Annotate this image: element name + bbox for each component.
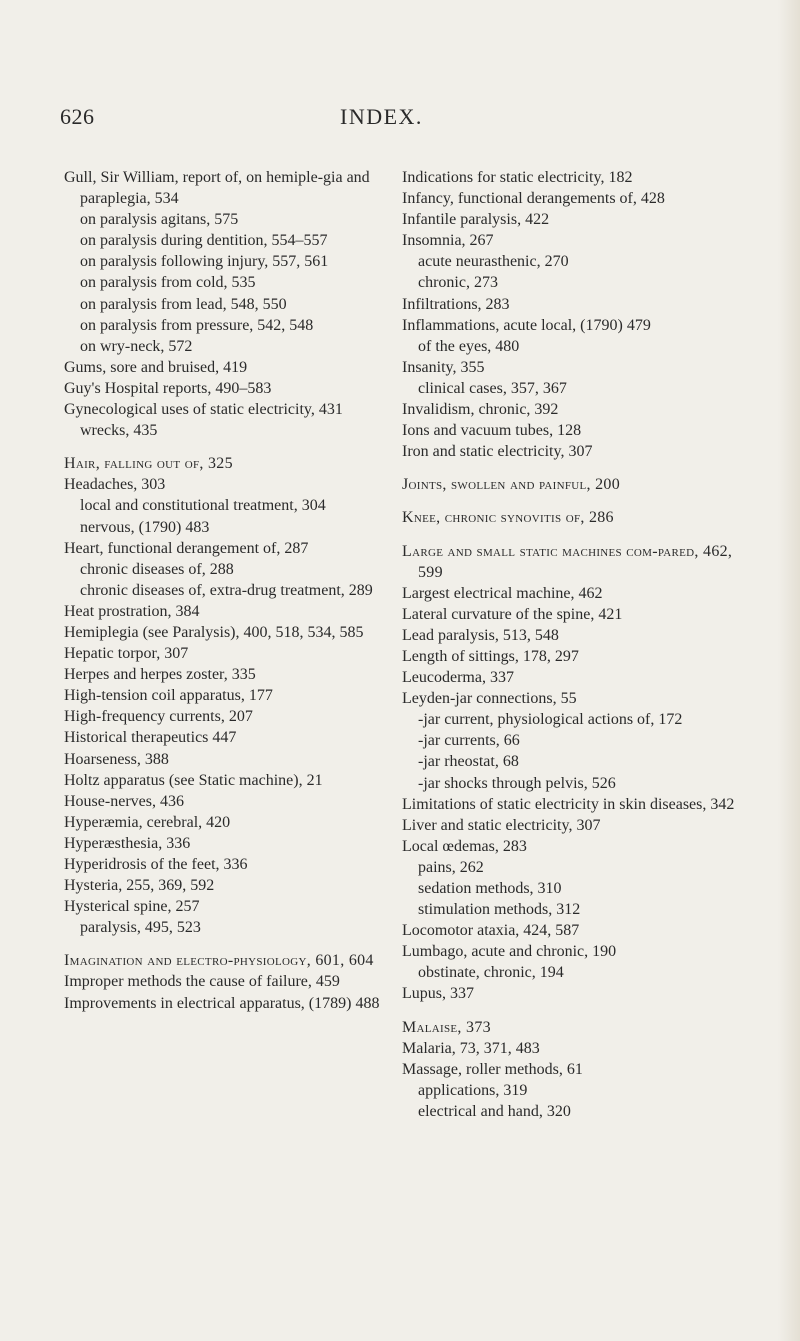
index-entry: Holtz apparatus (see Static machine), 21 (64, 771, 323, 789)
index-entry: Hyperidrosis of the feet, 336 (64, 856, 248, 873)
index-entry: Lumbago, acute and chronic, 190 (402, 943, 617, 961)
index-entry: chronic diseases of, 288 (80, 560, 234, 578)
page-edge-shadow (778, 0, 800, 1341)
index-entry: Herpes and herpes zoster, 335 (64, 666, 256, 684)
index-entry: Inflammations, acute local, (1790) 479 (402, 316, 651, 334)
index-entry: Hepatic torpor, 307 (64, 645, 189, 663)
index-entry: Infantile paralysis, 422 (402, 211, 550, 229)
index-entry: -jar current, physiological actions of, 172 (418, 711, 683, 729)
index-entry: Leucoderma, 337 (402, 669, 514, 687)
index-entry: Heat prostration, 384 (64, 602, 200, 620)
index-column-left (64, 167, 408, 1014)
index-entry: applications, 319 (418, 1081, 528, 1099)
index-entry: on paralysis from cold, 535 (80, 274, 256, 292)
index-entry: electrical and hand, 320 (418, 1102, 571, 1120)
index-entry: Joints, swollen and painful, 200 (402, 476, 621, 494)
index-entry: Gums, sore and bruised, 419 (64, 358, 248, 376)
index-entry: chronic, 273 (418, 274, 498, 292)
index-entry: Insomnia, 267 (402, 232, 494, 250)
index-entry: Guy's Hospital reports, 490–583 (64, 379, 272, 397)
index-entry: Hysterical spine, 257 (64, 898, 200, 916)
index-entry: Largest electrical machine, 462 (402, 584, 603, 602)
running-title: INDEX. (340, 104, 423, 129)
index-entry: Indications for static electricity, 182 (402, 169, 633, 186)
index-entry: Limitations of static electricity in skin diseases, 342 (402, 795, 735, 813)
index-entry: Leyden-jar connections, 55 (402, 690, 577, 708)
index-entry: Large and small static machines com-pared, 462, 599 (402, 542, 733, 581)
index-entry: Locomotor ataxia, 424, 587 (402, 922, 580, 940)
index-entry: Hoarseness, 388 (64, 750, 169, 768)
index-entry: Insanity, 355 (402, 358, 485, 376)
index-entry: wrecks, 435 (80, 422, 158, 440)
index-entry: on wry-neck, 572 (80, 337, 193, 355)
index-entry: acute neurasthenic, 270 (418, 253, 569, 271)
index-entry: Length of sittings, 178, 297 (402, 647, 579, 665)
index-entry: on paralysis from pressure, 542, 548 (80, 316, 314, 334)
index-entry: Historical therapeutics 447 (64, 729, 237, 747)
index-entry: Infancy, functional derangements of, 428 (402, 190, 665, 208)
index-entry: chronic diseases of, extra-drug treatment, 289 (80, 581, 373, 599)
index-entry: Infiltrations, 283 (402, 295, 510, 313)
index-entry: Hemiplegia (see Paralysis), 400, 518, 534, 585 (64, 623, 364, 641)
index-entry: Malaria, 73, 371, 483 (402, 1039, 540, 1057)
index-entry: Massage, roller methods, 61 (402, 1060, 583, 1078)
index-entry: Lateral curvature of the spine, 421 (402, 605, 623, 623)
index-entry: High-tension coil apparatus, 177 (64, 687, 273, 705)
index-entry: pains, 262 (418, 858, 484, 876)
index-entry: Ions and vacuum tubes, 128 (402, 422, 582, 440)
index-entry: obstinate, chronic, 194 (418, 964, 564, 982)
index-column-right (402, 167, 752, 1122)
index-entry: clinical cases, 357, 367 (418, 379, 567, 397)
index-entry: -jar shocks through pelvis, 526 (418, 774, 616, 792)
index-entry: Knee, chronic synovitis of, 286 (402, 509, 614, 527)
index-entry: Invalidism, chronic, 392 (402, 401, 559, 419)
index-entry: Imagination and electro-physiology, 601, 604 (64, 952, 374, 970)
index-entry: Gull, Sir William, report of, on hemiple-gia and paraplegia, 534 (64, 169, 370, 208)
index-entry: local and constitutional treatment, 304 (80, 497, 326, 515)
index-entry: Lead paralysis, 513, 548 (402, 626, 559, 644)
index-entry: stimulation methods, 312 (418, 901, 581, 919)
page-header (0, 104, 800, 138)
index-entry: on paralysis agitans, 575 (80, 211, 239, 229)
index-entry: on paralysis following injury, 557, 561 (80, 253, 329, 271)
index-entry: Improper methods the cause of failure, 459 (64, 973, 340, 991)
index-entry: Heart, functional derangement of, 287 (64, 539, 309, 557)
index-entry: Gynecological uses of static electricity, 431 (64, 401, 343, 419)
index-entry: paralysis, 495, 523 (80, 919, 201, 937)
index-entry: Iron and static electricity, 307 (402, 443, 593, 461)
index-entry: Malaise, 373 (402, 1018, 491, 1036)
index-entry: Hair, falling out of, 325 (64, 455, 233, 473)
index-entry: nervous, (1790) 483 (80, 518, 210, 536)
index-entry: Local œdemas, 283 (402, 837, 527, 855)
index-entry: Hyperæmia, cerebral, 420 (64, 813, 231, 831)
index-entry: House-nerves, 436 (64, 792, 184, 810)
index-entry: -jar rheostat, 68 (418, 753, 519, 771)
index-entry: on paralysis during dentition, 554–557 (80, 232, 328, 250)
index-entry: Hyperæsthesia, 336 (64, 834, 191, 852)
index-entry: Hysteria, 255, 369, 592 (64, 877, 215, 895)
index-entry: Lupus, 337 (402, 985, 474, 1003)
index-entry: on paralysis from lead, 548, 550 (80, 295, 287, 313)
index-entry: Improvements in electrical apparatus, (1789) 488 (64, 994, 380, 1012)
index-entry: Liver and static electricity, 307 (402, 816, 601, 834)
page-number: 626 (60, 104, 95, 129)
index-entry: of the eyes, 480 (418, 337, 520, 355)
index-entry: Headaches, 303 (64, 476, 166, 494)
index-entry: -jar currents, 66 (418, 732, 520, 750)
index-entry: High-frequency currents, 207 (64, 708, 253, 726)
index-entry: sedation methods, 310 (418, 880, 562, 897)
